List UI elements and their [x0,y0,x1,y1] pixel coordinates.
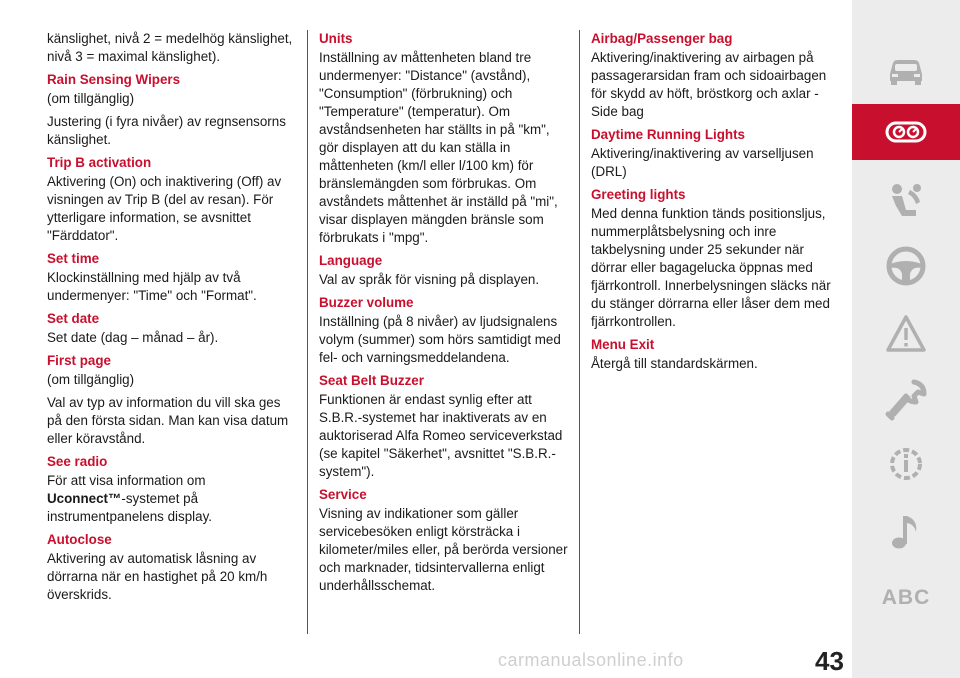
chapter-tab-emergency[interactable] [852,306,960,362]
chapter-tab-index[interactable] [852,570,960,626]
warning-icon [884,312,928,356]
drl-text: Aktivering/inaktivering av varselljusen (DRL) [591,146,814,179]
rain-sensing-heading: Rain Sensing Wipers [47,72,181,87]
service-text: Visning av indikationer som gäller servicebesöken enligt körsträcka i kilometer/miles eller, på berörda versioner och marknader, tidsintervallerna enligt underhållsschemat. [319,506,568,593]
chapter-tab-maintenance[interactable] [852,372,960,428]
set-time-text: Klockinställning med hjälp av två undermenyer: "Time" och "Format". [47,270,257,303]
set-date-heading: Set date [47,311,100,326]
autoclose-text: Aktivering av automatisk låsning av dörrarna när en hastighet på 20 km/h överskrids. [47,551,268,602]
see-radio-text [47,472,295,526]
menu-exit-heading: Menu Exit [591,337,655,352]
first-page-text: Val av typ av information du vill ska ges på den första sidan. Man kan visa datum eller köravstånd. [47,395,289,446]
units-heading: Units [319,31,353,46]
see-radio-pre: För att visa information om [47,473,206,488]
text-column-2 [319,30,569,600]
greeting-lights-heading: Greeting lights [591,187,686,202]
rain-sensing-text: Justering (i fyra nivåer) av regnsensorns känslighet. [47,114,286,147]
chapter-tab-driving[interactable] [852,238,960,294]
first-page-availability: (om tillgänglig) [47,372,135,387]
instrument-cluster-icon [884,110,928,154]
music-note-icon [884,510,928,554]
seat-safety-icon [884,180,928,224]
set-time-heading: Set time [47,251,100,266]
autoclose-heading: Autoclose [47,532,112,547]
info-gear-icon [884,442,928,486]
first-page-heading: First page [47,353,111,368]
trip-b-heading: Trip B activation [47,155,152,170]
chapter-sidebar [852,0,960,678]
chapter-tab-instruments[interactable] [852,104,960,160]
set-date-text: Set date (dag – månad – år). [47,330,219,345]
see-radio-heading: See radio [47,454,108,469]
units-text: Inställning av måttenheten bland tre undermenyer: "Distance" (avstånd), "Consumption" (förbrukning) och "Temperature" (temperatur). Om avståndsenheten har ställts in på "km", gör displayen att du kan ställa in måttenheten (km/l eller l/100 km) för bränslemängden som förbrukas. Om avståndets måttenhet är inställd på "mi", visar displayen mängden bränsle som förbrukats i "mpg". [319,50,558,245]
column-divider-2 [579,30,580,634]
text-column-3 [591,30,841,378]
greeting-lights-text: Med denna funktion tänds positionsljus, nummerplåtsbelysning och inre takbelysning under 25 sekunder när dörrar eller bagagelucka öppnas med fjärrkontroll. Innerbelysningen släcks när du stänger dörrarna eller låser dem med fjärrkontrollen. [591,206,831,329]
airbag-heading: Airbag/Passenger bag [591,31,733,46]
steering-wheel-icon [884,244,928,288]
airbag-text: Aktivering/inaktivering av airbagen på passagerarsidan fram och sidoairbagen för skydd av höft, bröstkorg och axlar - Side bag [591,50,827,119]
seat-belt-buzzer-heading: Seat Belt Buzzer [319,373,424,388]
abc-icon: ABC [881,586,931,609]
watermark: carmanualsonline.info [498,650,684,670]
buzzer-volume-text: Inställning (på 8 nivåer) av ljudsignalens volym (summer) som hörs samtidigt med fel- och varningsmeddelandena. [319,314,561,365]
chapter-tab-multimedia[interactable] [852,504,960,560]
chapter-tab-car[interactable] [852,42,960,98]
buzzer-volume-heading: Buzzer volume [319,295,414,310]
text-column-1 [47,30,295,609]
column-divider-1 [307,30,308,634]
see-radio-post: -systemet på instrumentpanelens display. [47,491,212,524]
drl-heading: Daytime Running Lights [591,127,745,142]
rain-sensing-availability: (om tillgänglig) [47,91,135,106]
menu-exit-text: Återgå till standardskärmen. [591,356,758,371]
chapter-tab-safety[interactable] [852,174,960,230]
service-heading: Service [319,487,367,502]
car-icon [884,48,928,92]
page-number: 43 [815,646,844,676]
language-heading: Language [319,253,383,268]
wrench-icon [884,378,928,422]
language-text: Val av språk för visning på displayen. [319,272,540,287]
intro-text: känslighet, nivå 2 = medelhög känslighet, nivå 3 = maximal känslighet). [47,31,293,64]
seat-belt-buzzer-text: Funktionen är endast synlig efter att S.B.R.-systemet har inaktiverats av en auktoriserad Alfa Romeo serviceverkstad (se kapitel "Säkerhet", avsnittet "S.B.R.-system"). [319,392,563,479]
trip-b-text: Aktivering (On) och inaktivering (Off) av visningen av Trip B (del av resan). För ytterligare information, se avsnittet "Färddator". [47,174,282,243]
uconnect-brand: Uconnect™ [47,491,122,506]
chapter-tab-technical[interactable] [852,436,960,492]
